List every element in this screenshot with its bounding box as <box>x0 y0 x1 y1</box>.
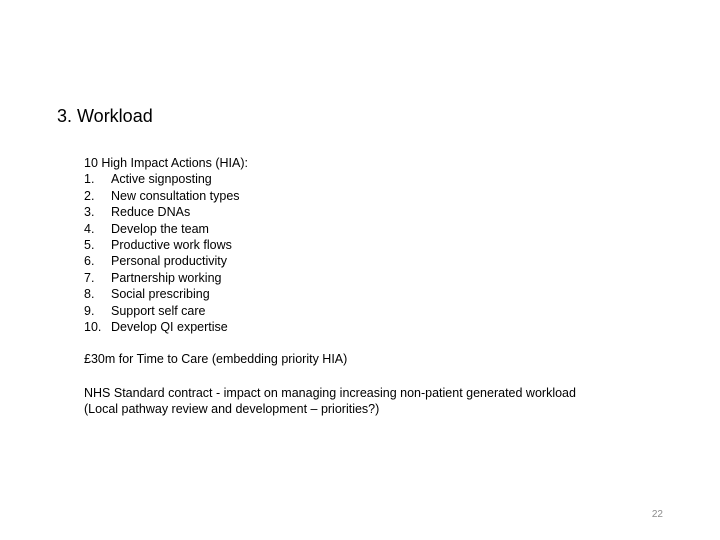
list-item-text: Productive work flows <box>111 238 232 253</box>
list-item-text: Develop the team <box>111 221 209 236</box>
list-item-number: 10. <box>84 320 102 335</box>
contract-line-1: NHS Standard contract - impact on managing increasing non-patient generated workload <box>84 385 576 400</box>
list-item <box>84 253 684 269</box>
list-item-number: 7. <box>84 270 95 285</box>
hia-heading: 10 High Impact Actions (HIA): <box>84 156 248 170</box>
list-item-number: 9. <box>84 303 95 318</box>
time-to-care-text: £30m for Time to Care (embedding priority HIA) <box>84 352 348 367</box>
slide-title: 3. Workload <box>57 106 153 126</box>
slide-body <box>84 155 684 418</box>
list-item <box>84 286 684 302</box>
hia-list <box>84 171 684 335</box>
contract-text <box>84 385 684 418</box>
list-item <box>84 303 684 319</box>
list-item-number: 6. <box>84 254 95 269</box>
list-item-number: 2. <box>84 188 95 203</box>
list-item <box>84 319 684 335</box>
list-item <box>84 221 684 237</box>
list-item-number: 8. <box>84 287 95 302</box>
list-item-number: 4. <box>84 221 95 236</box>
page-number: 22 <box>651 509 663 520</box>
list-item-text: Develop QI expertise <box>111 320 228 335</box>
list-item-number: 3. <box>84 205 95 220</box>
list-item-text: Reduce DNAs <box>111 205 191 220</box>
list-item-text: Partnership working <box>111 270 222 285</box>
list-item-text: Support self care <box>111 303 206 318</box>
list-item-text: Active signposting <box>111 172 212 187</box>
list-item <box>84 237 684 253</box>
list-item <box>84 204 684 220</box>
list-item-text: Social prescribing <box>111 287 210 302</box>
list-item-text: New consultation types <box>111 188 240 203</box>
list-item <box>84 171 684 187</box>
list-item <box>84 270 684 286</box>
list-item-number: 5. <box>84 238 95 253</box>
list-item <box>84 188 684 204</box>
list-item-number: 1. <box>84 172 95 187</box>
list-item-text: Personal productivity <box>111 254 228 269</box>
contract-line-2: (Local pathway review and development – priorities?) <box>84 402 380 417</box>
